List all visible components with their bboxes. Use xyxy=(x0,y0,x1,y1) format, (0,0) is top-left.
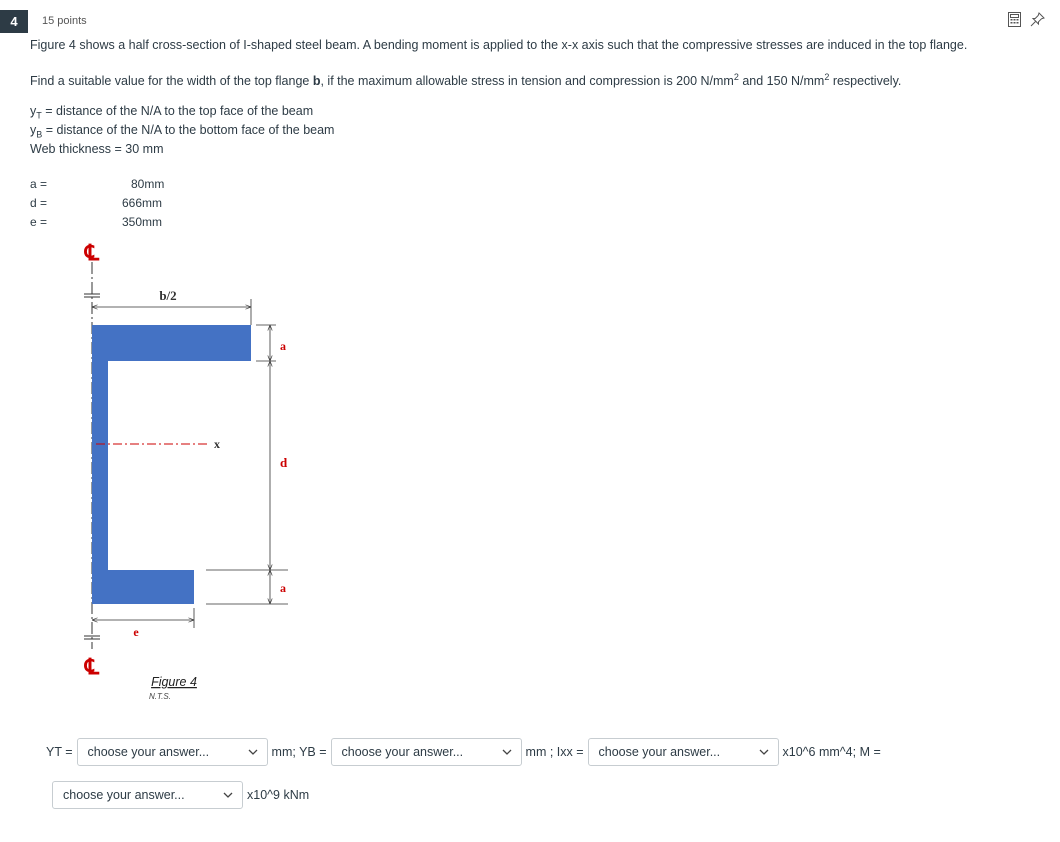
yt-sub: T xyxy=(36,110,42,121)
var-e-value: 350mm xyxy=(122,215,163,229)
m-select[interactable] xyxy=(52,781,243,809)
question-toolbar xyxy=(1006,11,1046,28)
axis-x-label: x xyxy=(214,437,220,451)
m-unit-label: x10^9 kNm xyxy=(247,788,310,802)
yt-text: = distance of the N/A to the top face of the beam xyxy=(41,104,314,118)
figure-nts: N.T.S. xyxy=(149,692,171,701)
var-a-value: 80mm xyxy=(131,177,165,191)
var-a-name: a = xyxy=(30,177,48,191)
answer-row-2 xyxy=(52,781,313,809)
question-number: 4 xyxy=(0,10,28,33)
var-d-name: d = xyxy=(30,196,48,210)
yb-select[interactable] xyxy=(331,738,522,766)
yb-select-value: choose your answer... xyxy=(341,745,464,759)
chevron-down-icon xyxy=(501,746,513,758)
m-select-value: choose your answer... xyxy=(63,788,185,802)
yt-answer-label: YT = xyxy=(46,745,73,759)
pin-icon[interactable] xyxy=(1029,11,1046,28)
centreline-bottom-symbol: ℄ xyxy=(84,654,100,679)
a-bottom-label: a xyxy=(280,581,286,595)
question-text-line1: Figure 4 shows a half cross-section of I-shaped steel beam. A bending moment is applied to the x-x axis such that the compressive stresses are induced in the top flange. xyxy=(30,38,968,52)
d-label: d xyxy=(280,455,288,470)
line2-end: respectively. xyxy=(829,74,902,89)
m-answer-label: x10^6 mm^4; M = xyxy=(782,745,881,759)
line2-and: and 150 N/mm xyxy=(738,74,825,89)
yt-definition xyxy=(30,104,313,121)
yt-var: y xyxy=(30,104,37,118)
a-top-label: a xyxy=(280,339,286,353)
var-d-value: 666mm xyxy=(122,196,163,210)
question-text-line2 xyxy=(30,72,901,88)
line2-sup1: 2 xyxy=(733,72,739,82)
chevron-down-icon xyxy=(222,789,234,801)
yb-var: y xyxy=(30,123,37,137)
calculator-icon[interactable] xyxy=(1006,11,1023,28)
yb-answer-label: mm; YB = xyxy=(271,745,327,759)
yb-text: = distance of the N/A to the bottom face of the beam xyxy=(42,123,335,137)
line2-mid: , if the maximum allowable stress in tension and compression is 200 N/mm xyxy=(320,74,734,89)
yb-sub: B xyxy=(36,129,43,140)
var-e-name: e = xyxy=(30,215,48,229)
yt-select[interactable] xyxy=(77,738,268,766)
line2-pre: Find a suitable value for the width of the top flange xyxy=(30,74,313,89)
e-label: e xyxy=(133,625,139,639)
beam-section xyxy=(92,325,251,604)
b-half-label: b/2 xyxy=(159,288,177,303)
line2-sup2: 2 xyxy=(824,72,830,82)
ixx-select-value: choose your answer... xyxy=(598,745,721,759)
answer-row-1 xyxy=(46,738,885,766)
ixx-select[interactable] xyxy=(588,738,779,766)
chevron-down-icon xyxy=(758,746,770,758)
web-thickness: Web thickness = 30 mm xyxy=(30,142,164,156)
chevron-down-icon xyxy=(247,746,259,758)
figure-caption: Figure 4 xyxy=(151,675,197,689)
ixx-answer-label: mm ; Ixx = xyxy=(525,745,584,759)
beam-figure xyxy=(60,236,320,706)
line2-bold: b xyxy=(312,74,321,89)
question-points: 15 points xyxy=(42,15,87,27)
yt-select-value: choose your answer... xyxy=(87,745,210,759)
centreline-top-symbol: ℄ xyxy=(84,240,100,265)
yb-definition xyxy=(30,123,334,140)
